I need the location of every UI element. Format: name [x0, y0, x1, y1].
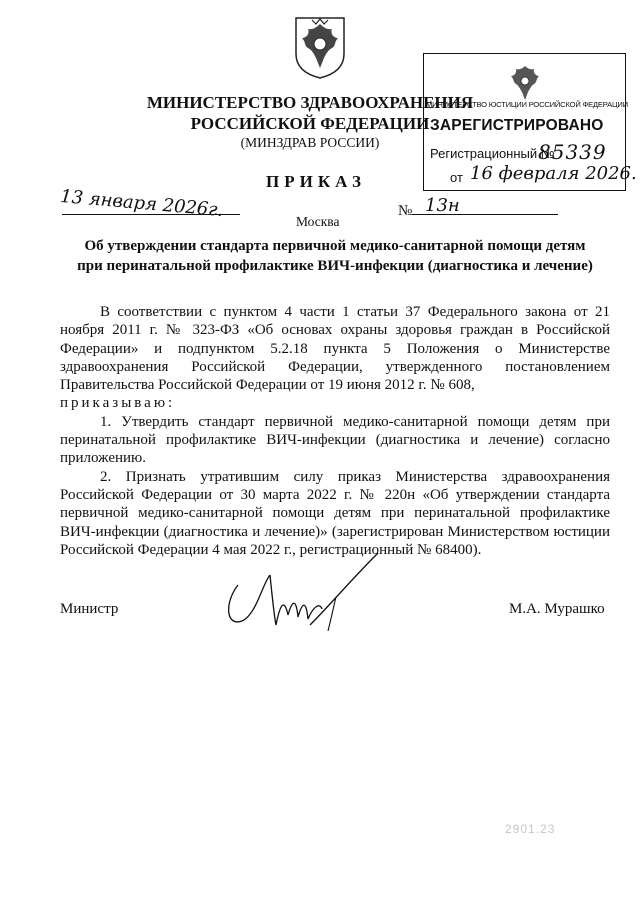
corner-stamp-number: 2901.23	[505, 822, 556, 836]
order-date: 13 января 2026г.	[59, 185, 225, 222]
stamp-reg-label: Регистрационный №	[430, 146, 555, 161]
body-item-1: 1. Утвердить стандарт первичной медико-санитарной помощи детям при перинатальной профилактике ВИЧ-инфекции (диагностика и лечение) согласно приложению.	[60, 413, 610, 467]
ministry-name-line2: РОССИЙСКОЙ ФЕДЕРАЦИИ	[190, 114, 430, 133]
stamp-status: ЗАРЕГИСТРИРОВАНО	[430, 117, 604, 134]
number-underline	[412, 214, 558, 215]
document-subject	[60, 236, 610, 276]
subject-line1: Об утверждении стандарта первичной медико-санитарной помощи детям	[84, 238, 586, 254]
date-underline	[62, 214, 240, 215]
ministry-name-line1: МИНИСТЕРСТВО ЗДРАВООХРАНЕНИЯ	[146, 93, 474, 112]
stamp-organization: МИНИСТЕРСТВО ЮСТИЦИИ РОССИЙСКОЙ ФЕДЕРАЦИИ	[426, 100, 628, 109]
subject-line2: при перинатальной профилактике ВИЧ-инфекции (диагностика и лечение)	[77, 258, 593, 274]
coat-of-arms-icon	[288, 10, 352, 80]
signatory-role: Министр	[60, 601, 119, 617]
order-word: приказываю:	[60, 395, 176, 412]
city: Москва	[296, 214, 340, 229]
ministry-short-name: (МИНЗДРАВ РОССИИ)	[240, 135, 380, 150]
body-item-2: 2. Признать утратившим силу приказ Министерства здравоохранения Российской Федерации от 30 марта 2022 г. № 220н «Об утверждении стандарта первичной медико-санитарной помощи детям при перинатальной профилактике ВИЧ-инфекции (диагностика и лечение)» (зарегистрирован Министерством юстиции Российской Федерации 4 мая 2022 г., регистрационный № 68400).	[60, 468, 610, 558]
body-intro: В соответствии с пунктом 4 части 1 статьи 37 Федерального закона от 21 ноября 2011 г. № 323-ФЗ «Об основах охраны здоровья граждан в Российской Федерации» и подпунктом 5.2.18 пункта 5 Положения о Министерстве здравоохранения Российской Федерации, утвержденного постановлением Правительства Российской Федерации от 19 июня 2012 г. № 608,	[60, 304, 610, 394]
order-number-label: №	[398, 203, 413, 219]
stamp-reg-number: 85339	[538, 140, 607, 164]
signatory-name: М.А. Мурашко	[509, 601, 605, 617]
stamp-date: 16 февраля 2026.	[470, 163, 637, 184]
handwritten-signature	[210, 545, 400, 645]
document-body	[60, 303, 610, 559]
order-number: 13н	[425, 195, 460, 216]
document-type: ПРИКАЗ	[266, 172, 366, 191]
stamp-date-label: от	[450, 170, 463, 185]
